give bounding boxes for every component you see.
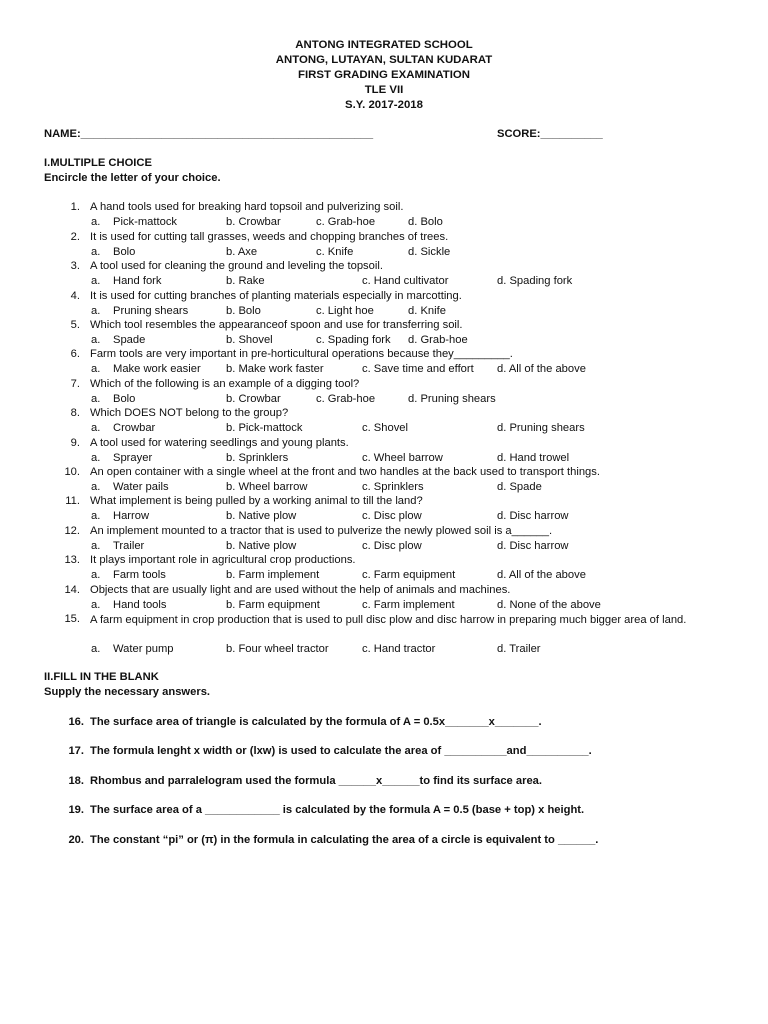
option-c[interactable]: c. Grab-hoe bbox=[316, 393, 376, 405]
option-a[interactable]: Hand tools bbox=[113, 599, 167, 611]
question-text: An open container with a single wheel at the front and two handles at the back used to transport things. bbox=[90, 466, 600, 478]
option-c[interactable]: c. Disc plow bbox=[362, 510, 422, 522]
option-a[interactable]: Trailer bbox=[113, 540, 145, 552]
option-a-letter[interactable]: a. bbox=[91, 305, 101, 317]
option-a-letter[interactable]: a. bbox=[91, 643, 101, 655]
exam-header bbox=[0, 38, 768, 113]
question-text: A hand tools used for breaking hard topsoil and pulverizing soil. bbox=[90, 201, 404, 213]
question-number: 15. bbox=[64, 613, 80, 625]
section2-instruction: Supply the necessary answers. bbox=[44, 686, 211, 698]
question-number: 7. bbox=[70, 378, 80, 390]
question-text: An implement mounted to a tractor that is used to pulverize the newly plowed soil is a______. bbox=[90, 525, 553, 537]
option-a[interactable]: Make work easier bbox=[113, 363, 201, 375]
option-c[interactable]: c. Grab-hoe bbox=[316, 216, 376, 228]
question-text: It is used for cutting tall grasses, weeds and chopping branches of trees. bbox=[90, 231, 449, 243]
option-b[interactable]: b. Crowbar bbox=[226, 216, 281, 228]
option-c[interactable]: c. Farm implement bbox=[362, 599, 455, 611]
subject-title: TLE VII bbox=[364, 84, 404, 96]
option-a-letter[interactable]: a. bbox=[91, 599, 101, 611]
option-d[interactable]: d. Disc harrow bbox=[497, 510, 569, 522]
option-b[interactable]: b. Farm equipment bbox=[226, 599, 320, 611]
fill-item-number: 18. bbox=[68, 775, 84, 787]
name-line: NAME:_______________________________________________ bbox=[44, 128, 374, 140]
option-b[interactable]: b. Rake bbox=[226, 275, 265, 287]
option-a[interactable]: Pick-mattock bbox=[113, 216, 178, 228]
option-b[interactable]: b. Wheel barrow bbox=[226, 481, 308, 493]
option-a[interactable]: Bolo bbox=[113, 246, 136, 258]
option-b[interactable]: b. Four wheel tractor bbox=[226, 643, 329, 655]
fill-item-text: The surface area of a ____________ is calculated by the formula A = 0.5 (base + top) x height. bbox=[90, 804, 585, 816]
option-d[interactable]: d. All of the above bbox=[497, 363, 586, 375]
option-b[interactable]: b. Sprinklers bbox=[226, 452, 289, 464]
option-a-letter[interactable]: a. bbox=[91, 363, 101, 375]
question-number: 8. bbox=[70, 407, 80, 419]
option-d[interactable]: d. Spade bbox=[497, 481, 542, 493]
question-text: Objects that are usually light and are used without the help of animals and machines. bbox=[90, 584, 511, 596]
question-number: 3. bbox=[70, 260, 80, 272]
question-text: A farm equipment in crop production that is used to pull disc plow and disc harrow in preparing much bigger area of land. bbox=[90, 614, 687, 626]
option-a[interactable]: Crowbar bbox=[113, 422, 156, 434]
question-number: 14. bbox=[64, 584, 80, 596]
option-c[interactable]: c. Knife bbox=[316, 246, 354, 258]
option-a-letter[interactable]: a. bbox=[91, 275, 101, 287]
option-d[interactable]: d. Knife bbox=[408, 305, 446, 317]
section2-title: II.FILL IN THE BLANK bbox=[44, 671, 159, 683]
option-a[interactable]: Sprayer bbox=[113, 452, 153, 464]
option-b[interactable]: b. Native plow bbox=[226, 510, 297, 522]
question-text: A tool used for watering seedlings and young plants. bbox=[90, 437, 349, 449]
option-d[interactable]: d. Pruning shears bbox=[408, 393, 496, 405]
option-a-letter[interactable]: a. bbox=[91, 216, 101, 228]
fill-item-number: 17. bbox=[68, 745, 84, 757]
question-number: 11. bbox=[65, 495, 80, 507]
option-b[interactable]: b. Native plow bbox=[226, 540, 297, 552]
question-number: 2. bbox=[70, 231, 80, 243]
question-number: 9. bbox=[70, 437, 80, 449]
fill-item-number: 16. bbox=[68, 716, 84, 728]
option-b[interactable]: b. Pick-mattock bbox=[226, 422, 303, 434]
question-text: Farm tools are very important in pre-horticultural operations because they_________. bbox=[90, 348, 513, 360]
question-text: A tool used for cleaning the ground and leveling the topsoil. bbox=[90, 260, 383, 272]
question-number: 13. bbox=[64, 554, 80, 566]
option-a[interactable]: Hand fork bbox=[113, 275, 162, 287]
option-c[interactable]: c. Sprinklers bbox=[362, 481, 424, 493]
option-c[interactable]: c. Light hoe bbox=[316, 305, 374, 317]
question-text: Which of the following is an example of a digging tool? bbox=[90, 378, 360, 390]
option-d[interactable]: d. Grab-hoe bbox=[408, 334, 468, 346]
option-b[interactable]: b. Bolo bbox=[226, 305, 261, 317]
option-a-letter[interactable]: a. bbox=[91, 452, 101, 464]
option-c[interactable]: c. Save time and effort bbox=[362, 363, 474, 375]
option-d[interactable]: d. Hand trowel bbox=[497, 452, 570, 464]
question-number: 4. bbox=[70, 290, 80, 302]
option-d[interactable]: d. Spading fork bbox=[497, 275, 573, 287]
option-a-letter[interactable]: a. bbox=[91, 393, 101, 405]
option-c[interactable]: c. Shovel bbox=[362, 422, 409, 434]
question-number: 1. bbox=[70, 201, 80, 213]
option-c[interactable]: c. Disc plow bbox=[362, 540, 422, 552]
option-a[interactable]: Water pails bbox=[113, 481, 169, 493]
option-b[interactable]: b. Axe bbox=[226, 246, 258, 258]
option-d[interactable]: d. Trailer bbox=[497, 643, 541, 655]
option-a[interactable]: Water pump bbox=[113, 643, 174, 655]
score-line: SCORE:__________ bbox=[497, 128, 603, 140]
option-c[interactable]: c. Hand cultivator bbox=[362, 275, 449, 287]
option-c[interactable]: c. Wheel barrow bbox=[362, 452, 443, 464]
fill-item-text: Rhombus and parralelogram used the formula ______x______to find its surface area. bbox=[90, 775, 543, 787]
option-c[interactable]: c. Spading fork bbox=[316, 334, 391, 346]
option-a-letter[interactable]: a. bbox=[91, 481, 101, 493]
option-d[interactable]: d. All of the above bbox=[497, 569, 586, 581]
option-d[interactable]: d. Sickle bbox=[408, 246, 451, 258]
school-year: S.Y. 2017-2018 bbox=[345, 99, 423, 111]
option-a-letter[interactable]: a. bbox=[91, 334, 101, 346]
question-text: What implement is being pulled by a working animal to till the land? bbox=[90, 495, 423, 507]
question-text: It plays important role in agricultural crop productions. bbox=[90, 554, 356, 566]
option-a-letter[interactable]: a. bbox=[91, 510, 101, 522]
fill-item-text: The formula lenght x width or (lxw) is used to calculate the area of __________and__________. bbox=[90, 745, 592, 757]
option-a[interactable]: Farm tools bbox=[113, 569, 166, 581]
option-d[interactable]: d. Disc harrow bbox=[497, 540, 569, 552]
section1-title: I.MULTIPLE CHOICE bbox=[44, 157, 152, 169]
fill-item-number: 20. bbox=[68, 834, 84, 846]
option-a[interactable]: Pruning shears bbox=[113, 305, 189, 317]
option-a-letter[interactable]: a. bbox=[91, 569, 101, 581]
question-number: 10. bbox=[64, 466, 80, 478]
option-a-letter[interactable]: a. bbox=[91, 540, 101, 552]
question-text: Which tool resembles the appearanceof spoon and use for transferring soil. bbox=[90, 319, 463, 331]
option-b[interactable]: b. Farm implement bbox=[226, 569, 320, 581]
option-b[interactable]: b. Shovel bbox=[226, 334, 273, 346]
option-d[interactable]: d. Bolo bbox=[408, 216, 443, 228]
question-number: 12. bbox=[64, 525, 80, 537]
option-a[interactable]: Harrow bbox=[113, 510, 150, 522]
school-name: ANTONG INTEGRATED SCHOOL bbox=[295, 39, 473, 51]
question-number: 5. bbox=[70, 319, 80, 331]
school-address: ANTONG, LUTAYAN, SULTAN KUDARAT bbox=[275, 54, 493, 66]
question-text: It is used for cutting branches of planting materials especially in marcotting. bbox=[90, 290, 462, 302]
option-b[interactable]: b. Make work faster bbox=[226, 363, 324, 375]
question-number: 6. bbox=[70, 348, 80, 360]
question-text: Which DOES NOT belong to the group? bbox=[90, 407, 289, 419]
exam-title: FIRST GRADING EXAMINATION bbox=[298, 69, 470, 81]
option-a[interactable]: Spade bbox=[113, 334, 146, 346]
option-c[interactable]: c. Farm equipment bbox=[362, 569, 456, 581]
fill-item-text: The surface area of triangle is calculated by the formula of A = 0.5x_______x_______. bbox=[90, 716, 542, 728]
option-c[interactable]: c. Hand tractor bbox=[362, 643, 436, 655]
option-d[interactable]: d. None of the above bbox=[497, 599, 601, 611]
option-b[interactable]: b. Crowbar bbox=[226, 393, 281, 405]
section1-instruction: Encircle the letter of your choice. bbox=[44, 172, 221, 184]
fill-item-number: 19. bbox=[68, 804, 84, 816]
option-d[interactable]: d. Pruning shears bbox=[497, 422, 585, 434]
fill-item-text: The constant “pi” or (π) in the formula in calculating the area of a circle is equivalent to ______. bbox=[90, 834, 599, 846]
option-a[interactable]: Bolo bbox=[113, 393, 136, 405]
option-a-letter[interactable]: a. bbox=[91, 422, 101, 434]
option-a-letter[interactable]: a. bbox=[91, 246, 101, 258]
